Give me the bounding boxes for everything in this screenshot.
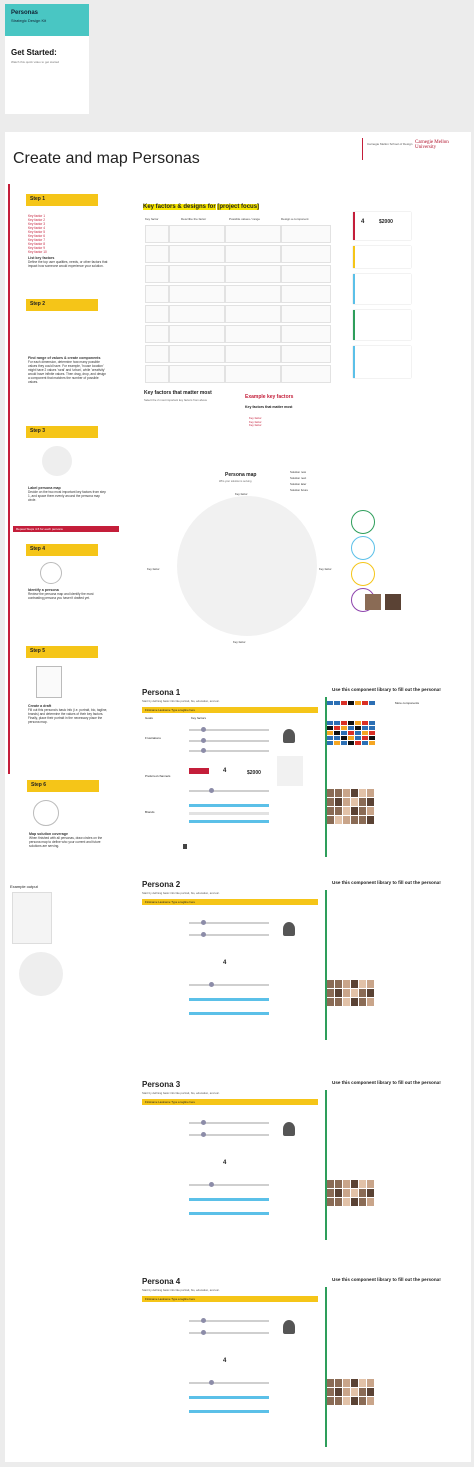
step-4-text: Identify a persona Review the persona map and identify the most contrasting persona you haven't drafted yet. <box>28 588 94 600</box>
bar-component[interactable] <box>353 310 411 340</box>
persona-1-number: 4 <box>223 768 227 774</box>
step-2-label: Step 2 <box>26 299 98 311</box>
get-started-heading: Get Started: <box>11 48 57 57</box>
step-2-text: Find range of values & create components For each dimension, determine how many possible values they could have. For example, 'house location' might have 2 values 'rural' and 'urban', while 'creativity' would have infinite values. Then drag, drop, and design a component that matches the number of possible values. <box>28 356 107 384</box>
get-started-note: Watch this quick video to get started <box>11 60 60 64</box>
legend-solution-future: Solution future <box>290 488 309 492</box>
example-kf-title: Example key factors <box>245 394 294 400</box>
persona-3-title: Persona 3 <box>142 1080 181 1089</box>
step-1-text: List key factors Define the top user qualities, needs, or other factors that impact how someone would experience your solution. <box>28 256 108 268</box>
step-4-illustration <box>40 562 62 584</box>
persona-1-brands: Brands <box>145 810 155 814</box>
persona-1-namebar[interactable]: Firstname Lastname Type a tagline here <box>142 707 318 713</box>
map-axis-bottom: Key factor <box>233 640 246 644</box>
component-library-4[interactable] <box>325 1287 467 1452</box>
example-output-map <box>19 952 63 996</box>
cmu-logo: Carnegie Mellon University <box>415 140 449 150</box>
component-library-3[interactable] <box>325 1090 467 1250</box>
header-divider <box>362 138 363 160</box>
toggle-component[interactable] <box>353 246 411 268</box>
cover-title: Personas <box>11 10 39 16</box>
persona-2-title: Persona 2 <box>142 880 181 889</box>
library-title-2: Use this component library to fill out the persona! <box>332 880 441 885</box>
persona-1-avatar-icon[interactable] <box>283 729 295 743</box>
persona-1-title: Persona 1 <box>142 688 181 697</box>
persona-1-price: $2000 <box>247 770 261 776</box>
step-1-label: Step 1 <box>26 194 98 206</box>
solution-circle-yellow[interactable] <box>351 562 375 586</box>
solution-circle-green[interactable] <box>351 510 375 534</box>
portrait-thumb-1[interactable] <box>365 594 381 610</box>
step-6-illustration <box>33 800 59 826</box>
persona-map-circle[interactable] <box>177 496 317 636</box>
persona-3-avatar-icon[interactable] <box>283 1122 295 1136</box>
example-kf-list: Key factor Key factor Key factor <box>249 416 262 428</box>
persona-1-frustrations: Frustrations <box>145 736 161 740</box>
step-1-list: Key factor 1 Key factor 2 Key factor 3 Key factor 4 Key factor 5 Key factor 6 Key factor 7 Key factor 8 Key factor 9 Key factor 10 <box>28 214 47 254</box>
step-5-illustration <box>36 666 62 698</box>
library-more-components: More components <box>395 701 420 705</box>
col-design: Design a component <box>281 217 309 221</box>
legend-solution-later: Solution later <box>290 482 307 486</box>
persona-4-sub: Start by defining basic info like portrait, bio, education, and etc. <box>142 1288 220 1292</box>
persona-1-keyfactors: Key factors <box>191 716 207 720</box>
location-pin-icon <box>183 844 187 849</box>
header-note: Carnegie Mellon School of Design <box>367 142 413 146</box>
persona-map-sub: Who your solution is serving <box>219 480 252 483</box>
repeat-banner: Repeat Steps 4-5 for each persona <box>13 526 119 532</box>
component-library-1[interactable] <box>325 697 467 862</box>
persona-2-number: 4 <box>223 960 227 966</box>
library-title-1: Use this component library to fill out the persona! <box>332 687 441 692</box>
persona-1-preferred: Preferred channels <box>145 774 171 778</box>
step-6-label: Step 6 <box>27 780 99 792</box>
persona-4-title: Persona 4 <box>142 1277 181 1286</box>
step-3-text: Label persona map Decide on the two most important key factors from step 1, and space them evenly around the persona map circle. <box>28 486 106 502</box>
col-describe: Describe the factor <box>181 217 207 221</box>
persona-1-info-box <box>277 756 303 786</box>
step-6-text: Map solution coverage When finished with all personas, draw circles on the persona map to define who your current and future solutions are serving. <box>29 832 103 848</box>
persona-map-title: Persona map <box>225 472 257 478</box>
step-4-label: Step 4 <box>26 544 98 556</box>
persona-board[interactable] <box>5 132 471 1462</box>
persona-4-namebar[interactable]: Firstname Lastname Type a tagline here <box>142 1296 318 1302</box>
cover-card <box>5 4 89 114</box>
map-axis-left: Key factor <box>147 567 160 571</box>
map-axis-right: Key factor <box>319 567 332 571</box>
persona-1-sub: Start by defining basic info like portrait, bio, education, and etc. <box>142 699 220 703</box>
persona-2-avatar-icon[interactable] <box>283 922 295 936</box>
slider-component[interactable] <box>353 274 411 304</box>
grid-title: Key factors & designs for [project focus] <box>143 204 260 210</box>
solution-circle-blue[interactable] <box>351 536 375 560</box>
map-axis-top: Key factor <box>235 492 248 496</box>
persona-3-namebar[interactable]: Firstname Lastname Type a tagline here <box>142 1099 318 1105</box>
library-title-4: Use this component library to fill out the persona! <box>332 1277 441 1282</box>
example-output-label: Example output <box>10 884 38 889</box>
legend-solution-now: Solution now <box>290 470 307 474</box>
cover-subtitle: Strategic Design Kit <box>11 18 47 23</box>
step-5-text: Create a draft Fill out this persona's basic info (i.e. portrait, bio, tagline, brands) and determine the values of their key factors. Finally, place their portrait in the necessary place the persona map. <box>28 704 108 724</box>
example-kf-sub: Key factors that matter most <box>245 405 293 409</box>
persona-2-namebar[interactable]: Firstname Lastname Type a tagline here <box>142 899 318 905</box>
persona-1-goals: Goals <box>145 716 153 720</box>
key-factors-grid[interactable] <box>143 204 329 400</box>
key-factors-matter-sub: Select the 2 most important key factors from above <box>144 398 208 402</box>
persona-2-sub: Start by defining basic info like portrait, bio, education, and etc. <box>142 891 220 895</box>
persona-4-number: 4 <box>223 1358 227 1364</box>
col-key-factor: Key factor <box>145 217 159 221</box>
component-library-2[interactable] <box>325 890 467 1050</box>
persona-3-number: 4 <box>223 1160 227 1166</box>
example-output-card <box>12 892 52 944</box>
step-3-circle <box>42 446 72 476</box>
portrait-thumb-2[interactable] <box>385 594 401 610</box>
persona-4-avatar-icon[interactable] <box>283 1320 295 1334</box>
legend-solution-next: Solution next <box>290 476 307 480</box>
steps-sidebar <box>8 184 120 774</box>
board-title: Create and map Personas <box>13 150 200 167</box>
step-5-label: Step 5 <box>26 646 98 658</box>
icon-grid-component[interactable] <box>353 346 411 378</box>
persona-1-toggle[interactable] <box>189 768 209 774</box>
persona-3-sub: Start by defining basic info like portrait, bio, education, and etc. <box>142 1091 220 1095</box>
library-title-3: Use this component library to fill out the persona! <box>332 1080 441 1085</box>
col-values: Possible values / range <box>229 217 261 221</box>
key-factors-matter-title: Key factors that matter most <box>144 390 212 396</box>
number-component[interactable]: 4 $2000 <box>353 212 411 240</box>
step-3-label: Step 3 <box>26 426 98 438</box>
